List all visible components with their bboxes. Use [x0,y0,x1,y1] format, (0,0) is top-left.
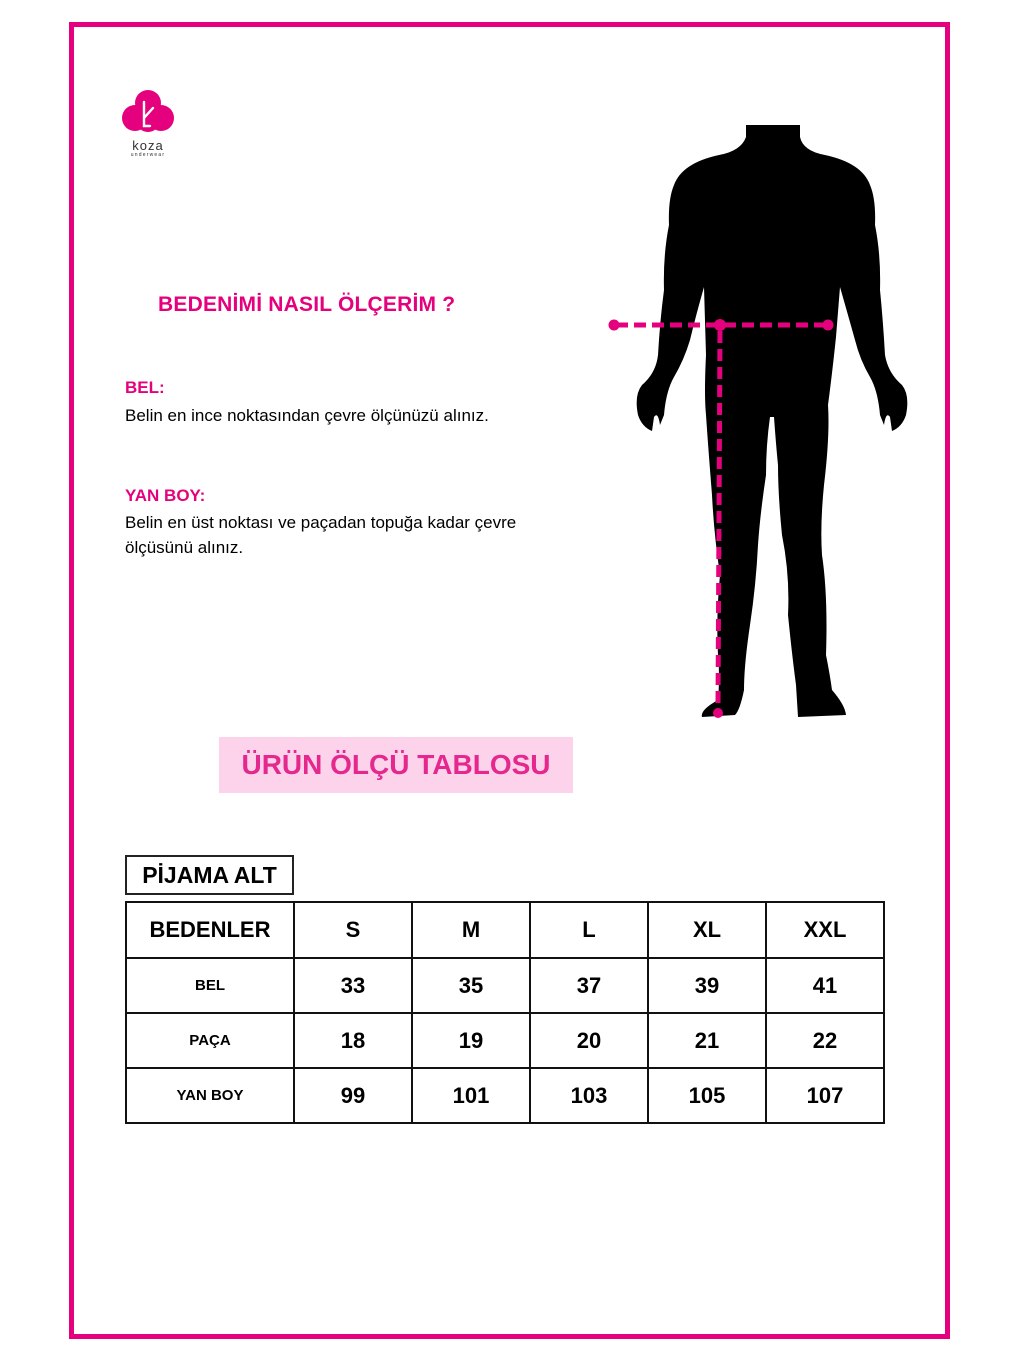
waist-label: BEL: [125,378,165,397]
side-length-label: YAN BOY: [125,486,206,505]
product-label: PİJAMA ALT [125,855,294,895]
table-row [126,958,884,1013]
guide-title: BEDENİMİ NASIL ÖLÇERİM ? [158,293,456,316]
body-figure [600,115,920,725]
size-chart-banner: ÜRÜN ÖLÇÜ TABLOSU [219,737,573,793]
table-header-corner: BEDENLER [126,902,294,958]
cotton-flower-icon [120,88,176,140]
table-row [126,1013,884,1068]
table-cell: 22 [766,1013,884,1068]
table-cell: 37 [530,958,648,1013]
table-cell: 107 [766,1068,884,1123]
row-label: YAN BOY [126,1068,294,1123]
brand-logo [120,88,176,168]
table-cell: 21 [648,1013,766,1068]
table-cell: 33 [294,958,412,1013]
waist-instruction: Belin en ince noktasından çevre ölçünüzü alınız. [125,406,489,425]
table-header-size: XL [648,902,766,958]
brand-name: koza [132,138,164,153]
side-length-instruction: Belin en üst noktası ve paçadan topuğa kadar çevre ölçüsünü alınız. [125,513,517,557]
table-header-size: XXL [766,902,884,958]
table-header-row [126,902,884,958]
table-cell: 19 [412,1013,530,1068]
table-cell: 99 [294,1068,412,1123]
size-table [125,901,885,1124]
table-row [126,1068,884,1123]
table-cell: 35 [412,958,530,1013]
row-label: BEL [126,958,294,1013]
table-header-size: M [412,902,530,958]
brand-tagline: underwear [130,152,166,158]
table-cell: 20 [530,1013,648,1068]
table-cell: 105 [648,1068,766,1123]
table-cell: 41 [766,958,884,1013]
body-silhouette-icon [600,115,920,725]
table-cell: 18 [294,1013,412,1068]
table-header-size: L [530,902,648,958]
row-label: PAÇA [126,1013,294,1068]
table-cell: 103 [530,1068,648,1123]
table-header-size: S [294,902,412,958]
table-cell: 39 [648,958,766,1013]
table-cell: 101 [412,1068,530,1123]
